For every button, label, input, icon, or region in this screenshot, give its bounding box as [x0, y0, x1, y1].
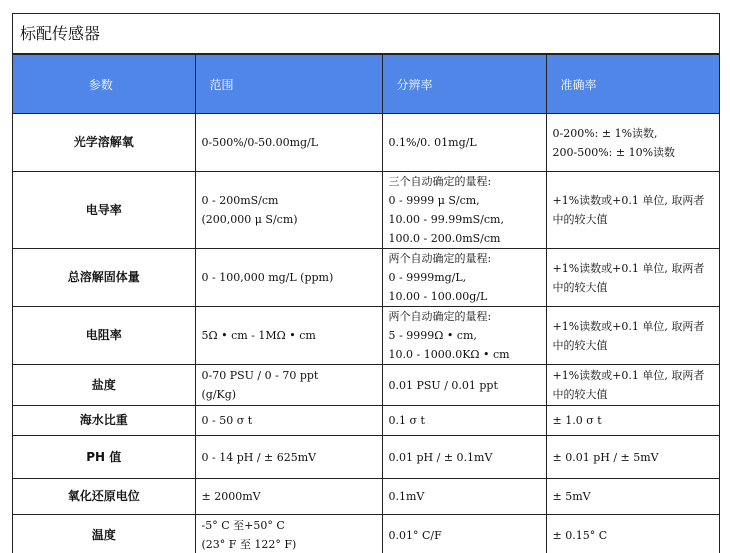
accuracy-text: ± 1.0 σ t: [553, 411, 714, 430]
header-row: [13, 55, 719, 114]
accuracy-text: +1%读数或+0.1 单位, 取两者: [553, 259, 714, 278]
table-row: [13, 172, 719, 249]
resolution-text: 两个自动确定的量程:: [389, 249, 540, 268]
column-header-resolution: 分辨率: [382, 55, 546, 114]
column-header-accuracy: 准确率: [546, 55, 719, 114]
range-text: 0 - 100,000 mg/L (ppm): [202, 268, 376, 287]
table-row: [13, 406, 719, 436]
resolution-cell: [382, 515, 546, 553]
param-cell: 海水比重: [13, 406, 195, 436]
resolution-text: 0.01 PSU / 0.01 ppt: [389, 376, 540, 395]
resolution-text: 两个自动确定的量程:: [389, 307, 540, 326]
resolution-text: 10.00 - 100.00g/L: [389, 287, 540, 306]
range-cell: [195, 479, 382, 515]
range-cell: [195, 114, 382, 172]
accuracy-cell: [546, 249, 719, 307]
sensor-spec-panel: [12, 13, 720, 553]
accuracy-cell: [546, 436, 719, 479]
accuracy-text: 中的较大值: [553, 210, 714, 229]
table-row: [13, 479, 719, 515]
range-cell: [195, 515, 382, 553]
range-cell: [195, 249, 382, 307]
accuracy-text: +1%读数或+0.1 单位, 取两者: [553, 191, 714, 210]
range-text: (23° F 至 122° F): [202, 535, 376, 553]
accuracy-text: ± 0.01 pH / ± 5mV: [553, 448, 714, 467]
range-cell: [195, 172, 382, 249]
range-cell: [195, 307, 382, 365]
column-header-range: 范围: [195, 55, 382, 114]
range-text: 0-70 PSU / 0 - 70 ppt: [202, 366, 376, 385]
accuracy-text: 200-500%: ± 10%读数: [553, 143, 714, 162]
resolution-cell: [382, 436, 546, 479]
param-cell: 温度: [13, 515, 195, 553]
accuracy-text: 中的较大值: [553, 278, 714, 297]
accuracy-cell: [546, 515, 719, 553]
range-cell: [195, 436, 382, 479]
range-text: 5Ω • cm - 1MΩ • cm: [202, 326, 376, 345]
resolution-cell: [382, 114, 546, 172]
spec-table: [13, 54, 719, 553]
resolution-cell: [382, 172, 546, 249]
resolution-text: 0.1 σ t: [389, 411, 540, 430]
table-row: [13, 249, 719, 307]
spec-body: [13, 114, 719, 553]
accuracy-text: +1%读数或+0.1 单位, 取两者: [553, 366, 714, 385]
resolution-text: 0.01° C/F: [389, 526, 540, 545]
table-row: [13, 515, 719, 553]
accuracy-cell: [546, 479, 719, 515]
table-row: [13, 436, 719, 479]
range-text: -5° C 至+50° C: [202, 516, 376, 535]
column-header-param: 参数: [13, 55, 195, 114]
resolution-cell: [382, 249, 546, 307]
param-cell: 盐度: [13, 365, 195, 406]
range-text: 0 - 200mS/cm: [202, 191, 376, 210]
param-cell: PH 值: [13, 436, 195, 479]
resolution-text: 10.0 - 1000.0KΩ • cm: [389, 345, 540, 364]
param-cell: 电阻率: [13, 307, 195, 365]
resolution-text: 0.1mV: [389, 487, 540, 506]
accuracy-cell: [546, 114, 719, 172]
range-cell: [195, 406, 382, 436]
range-text: 0 - 14 pH / ± 625mV: [202, 448, 376, 467]
accuracy-cell: [546, 172, 719, 249]
resolution-cell: [382, 365, 546, 406]
table-row: [13, 365, 719, 406]
param-cell: 光学溶解氧: [13, 114, 195, 172]
accuracy-cell: [546, 365, 719, 406]
param-cell: 电导率: [13, 172, 195, 249]
resolution-text: 100.0 - 200.0mS/cm: [389, 229, 540, 248]
accuracy-text: ± 0.15° C: [553, 526, 714, 545]
accuracy-text: ± 5mV: [553, 487, 714, 506]
resolution-text: 0 - 9999mg/L,: [389, 268, 540, 287]
accuracy-text: +1%读数或+0.1 单位, 取两者: [553, 317, 714, 336]
resolution-text: 10.00 - 99.99mS/cm,: [389, 210, 540, 229]
resolution-text: 0 - 9999 μ S/cm,: [389, 191, 540, 210]
accuracy-cell: [546, 406, 719, 436]
accuracy-text: 中的较大值: [553, 385, 714, 404]
resolution-text: 5 - 9999Ω • cm,: [389, 326, 540, 345]
resolution-cell: [382, 406, 546, 436]
resolution-text: 三个自动确定的量程:: [389, 172, 540, 191]
range-text: ± 2000mV: [202, 487, 376, 506]
accuracy-text: 中的较大值: [553, 336, 714, 355]
table-row: [13, 307, 719, 365]
param-cell: 总溶解固体量: [13, 249, 195, 307]
accuracy-cell: [546, 307, 719, 365]
resolution-cell: [382, 479, 546, 515]
accuracy-text: 0-200%: ± 1%读数,: [553, 124, 714, 143]
panel-title: 标配传感器: [13, 14, 719, 54]
range-text: (g/Kg): [202, 385, 376, 404]
resolution-text: 0.1%/0. 01mg/L: [389, 133, 540, 152]
range-cell: [195, 365, 382, 406]
table-row: [13, 114, 719, 172]
range-text: 0-500%/0-50.00mg/L: [202, 133, 376, 152]
range-text: (200,000 μ S/cm): [202, 210, 376, 229]
resolution-text: 0.01 pH / ± 0.1mV: [389, 448, 540, 467]
param-cell: 氧化还原电位: [13, 479, 195, 515]
range-text: 0 - 50 σ t: [202, 411, 376, 430]
resolution-cell: [382, 307, 546, 365]
